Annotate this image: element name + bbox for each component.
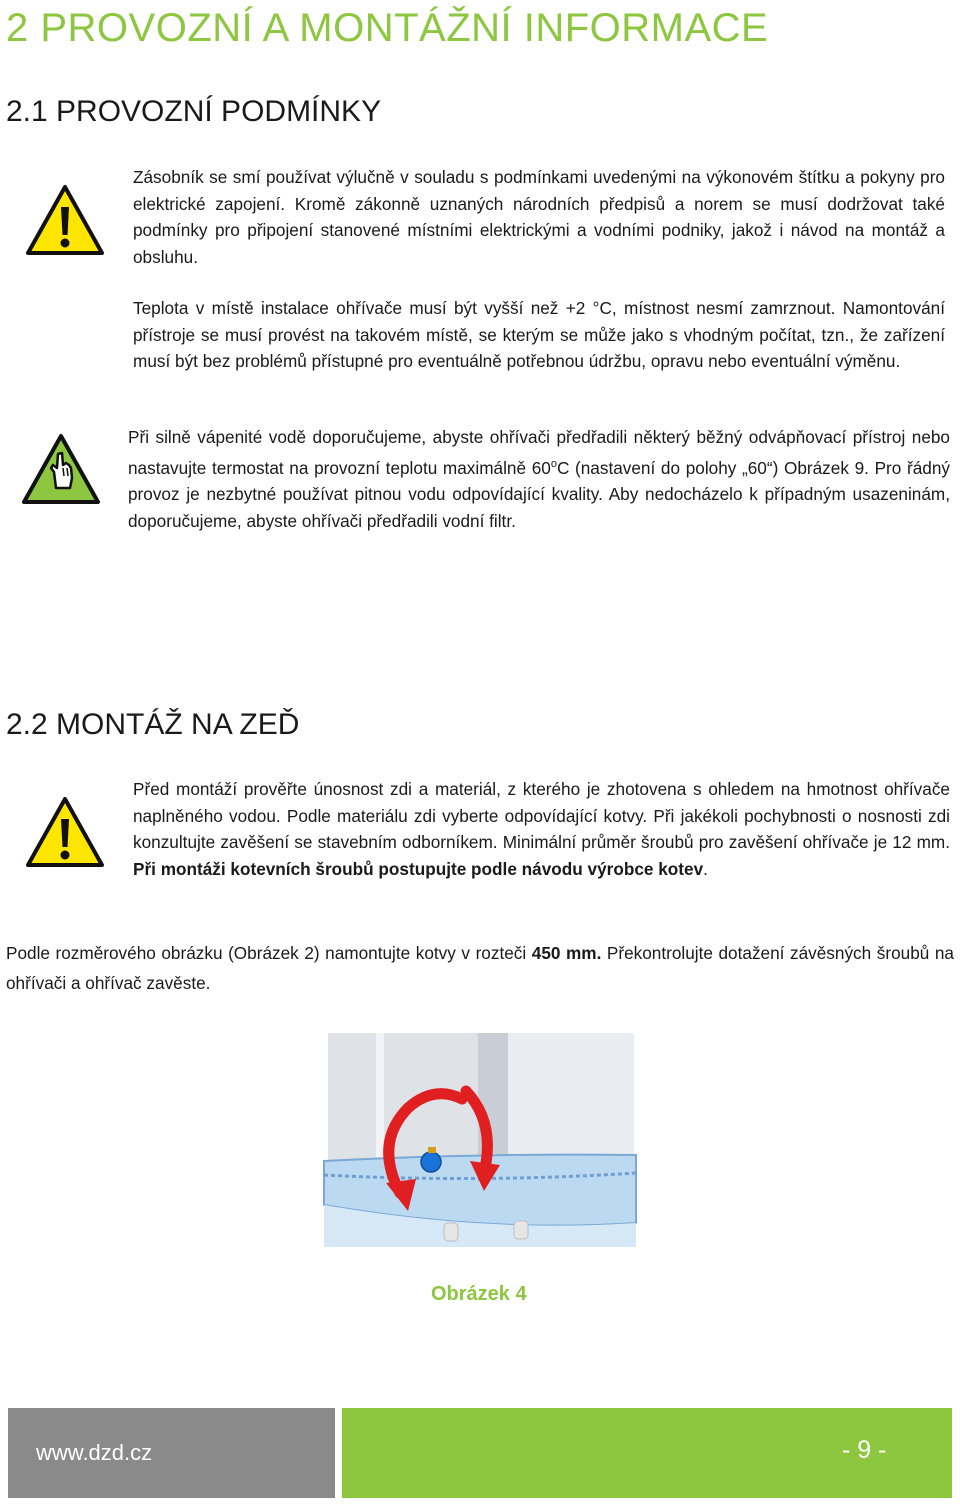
paragraph-operating-rules: Zásobník se smí používat výlučně v souladu s podmínkami uvedenými na výkonovém štítku a pokyny pro elektrické zapojení. Kromě zákonně uznaných národních předpisů a norem se musí dodržovat také podmínky pro připojení stanovené místními elektrickými a vodními podniky, jakož i návod na montáž a obsluhu. <box>133 167 945 267</box>
paragraph-hard-water <box>128 424 950 534</box>
anchors-text-end: Překontrolujte dotažení závěsných šroubů na ohřívači a ohřívač zavěste. <box>6 943 954 993</box>
hard-water-text-end: C (nastavení do polohy „60“) Obrázek 9. Pro řádný provoz je nezbytné používat pitnou vodu odpovídající kvality. Aby nedocházelo k případným usazeninám, doporučujeme, abyste ohřívači předřadili vodní filtr. <box>128 457 950 531</box>
wall-check-bold-text: Při montáži kotevních šroubů postupujte podle návodu výrobce kotev <box>133 858 704 879</box>
anchors-text-start: Podle rozměrového obrázku (Obrázek 2) namontujte kotvy v rozteči <box>6 943 532 963</box>
wall-check-text: Před montáží prověřte únosnost zdi a materiál, z kterého je zhotovena s ohledem na hmotnost ohřívače naplněného vodou. Podle materiálu zdi vyberte odpovídající kotvy. Při jakékoli pochybnosti o nosnosti zdi konzultujte zavěšení se stavebním odborníkem. Minimální průměr šroubů pro zavěšení ohřívače je 12 mm. <box>133 779 950 852</box>
chapter-title: 2 PROVOZNÍ A MONTÁŽNÍ INFORMACE <box>6 6 769 50</box>
warning-triangle-icon <box>24 183 106 259</box>
paragraph-installation-place: Teplota v místě instalace ohřívače musí být vyšší než +2 °C, místnost nesmí zamrznout. Namontování přístroje se musí provést na takovém místě, se kterým se může jako s vhodným počítat, tzn., že zařízení musí být bez problémů přístupné pro eventuálně potřebnou údržbu, opravu nebo eventuální výměnu. <box>133 298 945 371</box>
page-number: - 9 - <box>842 1436 887 1464</box>
hard-water-text-start: Při silně vápenité vodě doporučujeme, abyste ohřívači předřadili některý běžný odvápňovací přístroj nebo nastavujte termostat na provozní teplotu maximálně 60 <box>128 427 950 478</box>
degree-sup: o <box>550 457 557 470</box>
hand-tip-icon <box>20 432 102 508</box>
footer-website-link[interactable]: www.dzd.cz <box>36 1440 153 1465</box>
paragraph-wall-check <box>133 776 950 882</box>
figure-caption: Obrázek 4 <box>431 1283 527 1305</box>
warning-triangle-icon <box>24 795 106 871</box>
anchor-spacing: 450 mm. <box>531 943 602 963</box>
paragraph-anchors <box>6 938 954 998</box>
section-title-wall-mounting: 2.2 MONTÁŽ NA ZEĎ <box>6 708 300 741</box>
heater-thermostat-figure <box>316 1033 644 1247</box>
section-title-operating-conditions: 2.1 PROVOZNÍ PODMÍNKY <box>6 95 382 128</box>
wall-check-end: . <box>703 858 708 879</box>
